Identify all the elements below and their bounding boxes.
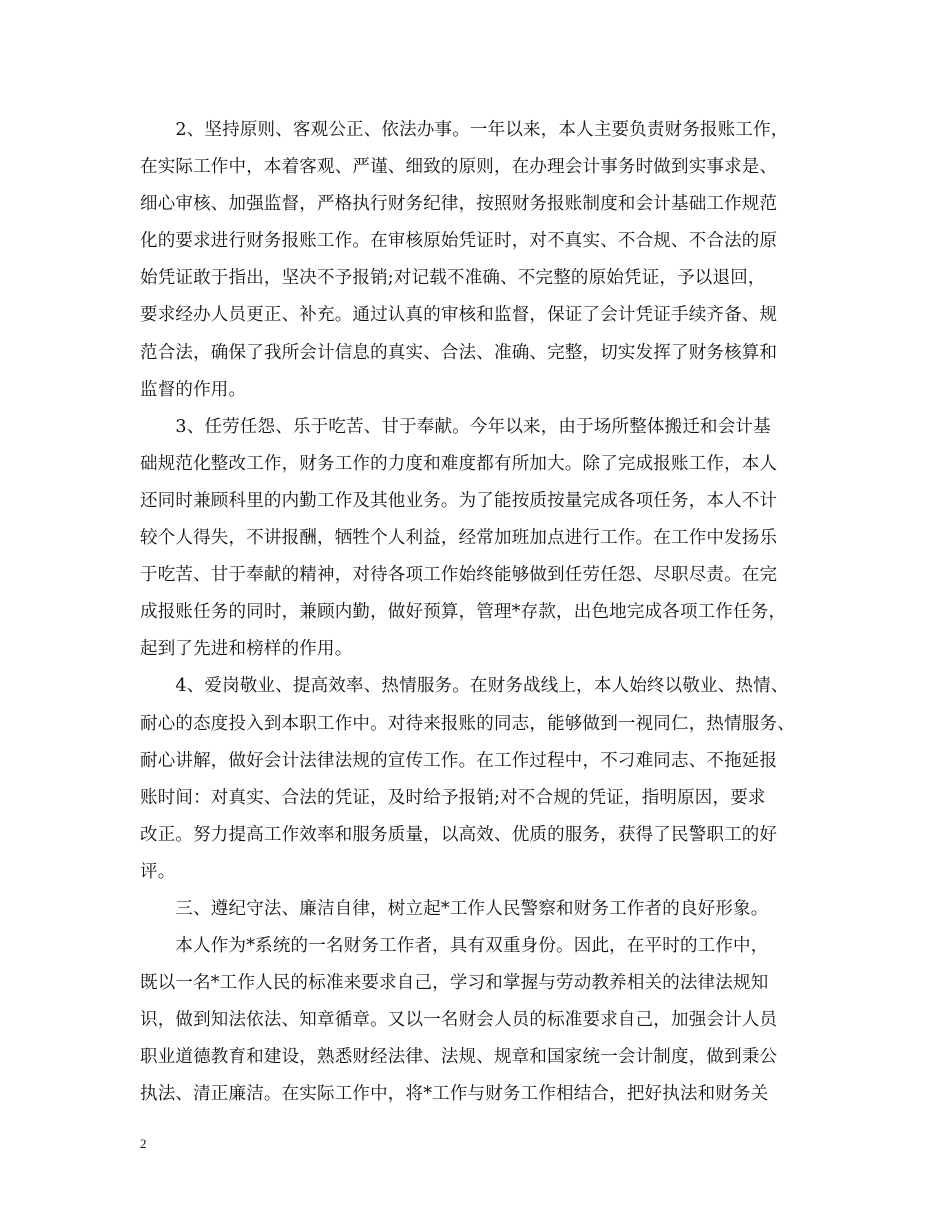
paragraph-3-dedication xyxy=(140,409,824,669)
text-line: 评。 xyxy=(140,861,176,882)
text-line: 监督的作用。 xyxy=(140,379,247,400)
page-number: 2 xyxy=(140,1136,147,1151)
text-line: 3、任劳任怨、乐于吃苦、甘于奉献。今年以来，由于场所整体搬迁和会计基 xyxy=(140,416,771,437)
text-line: 化的要求进行财务报账工作。在审核原始凭证时，对不真实、不合规、不合法的原 xyxy=(140,231,778,252)
text-line: 还同时兼顾科里的内勤工作及其他业务。为了能按质按量完成各项任务，本人不计 xyxy=(140,490,778,511)
heading-line: 三、遵纪守法、廉洁自律，树立起*工作人民警察和财务工作者的良好形象。 xyxy=(140,898,769,919)
section-heading-three xyxy=(140,891,824,928)
text-line: 细心审核、加强监督，严格执行财务纪律，按照财务报账制度和会计基础工作规范 xyxy=(140,194,778,215)
text-line: 要求经办人员更正、补充。通过认真的审核和监督，保证了会计凭证手续齐备、规 xyxy=(140,305,778,326)
text-line: 始凭证敢于指出，坚决不予报销;对记载不准确、不完整的原始凭证，予以退回， xyxy=(140,268,766,289)
text-line: 于吃苦、甘于奉献的精神，对待各项工作始终能够做到任劳任怨、尽职尽责。在完 xyxy=(140,565,778,586)
paragraph-dual-identity xyxy=(140,928,824,1113)
paragraph-2-principles xyxy=(140,112,824,409)
text-line: 较个人得失，不讲报酬，牺牲个人利益，经常加班加点进行工作。在工作中发扬乐 xyxy=(140,528,778,549)
body-text xyxy=(140,112,824,1114)
text-line: 账时间：对真实、合法的凭证，及时给予报销;对不合规的凭证，指明原因，要求 xyxy=(140,787,766,808)
text-line: 耐心讲解，做好会计法律法规的宣传工作。在工作过程中，不刁难同志、不拖延报 xyxy=(140,750,778,771)
text-line: 在实际工作中，本着客观、严谨、细致的原则，在办理会计事务时做到实事求是、 xyxy=(140,157,778,178)
text-line: 职业道德教育和建设，熟悉财经法律、法规、规章和国家统一会计制度，做到秉公 xyxy=(140,1047,778,1068)
text-line: 2、坚持原则、客观公正、依法办事。一年以来，本人主要负责财务报账工作， xyxy=(140,120,789,140)
text-line: 起到了先进和榜样的作用。 xyxy=(140,639,353,660)
text-line: 本人作为*系统的一名财务工作者，具有双重身份。因此，在平时的工作中， xyxy=(140,936,769,957)
text-line: 范合法，确保了我所会计信息的真实、合法、准确、完整，切实发挥了财务核算和 xyxy=(140,342,778,363)
text-line: 耐心的态度投入到本职工作中。对待来报账的同志，能够做到一视同仁，热情服务、 xyxy=(140,713,795,734)
text-line: 识，做到知法依法、知章循章。又以一名财会人员的标准要求自己，加强会计人员 xyxy=(140,1010,778,1031)
text-line: 4、爱岗敬业、提高效率、热情服务。在财务战线上，本人始终以敬业、热情、 xyxy=(140,676,789,697)
paragraph-4-service xyxy=(140,668,824,891)
text-line: 执法、清正廉洁。在实际工作中，将*工作与财务工作相结合，把好执法和财务关 xyxy=(140,1084,769,1105)
text-line: 既以一名*工作人民的标准来要求自己，学习和掌握与劳动教养相关的法律法规知 xyxy=(140,973,769,994)
text-line: 改正。努力提高工作效率和服务质量，以高效、优质的服务，获得了民警职工的好 xyxy=(140,824,778,845)
text-line: 础规范化整改工作，财务工作的力度和难度都有所加大。除了完成报账工作，本人 xyxy=(140,453,778,474)
text-line: 成报账任务的同时，兼顾内勤，做好预算，管理*存款，出色地完成各项工作任务， xyxy=(140,602,787,623)
